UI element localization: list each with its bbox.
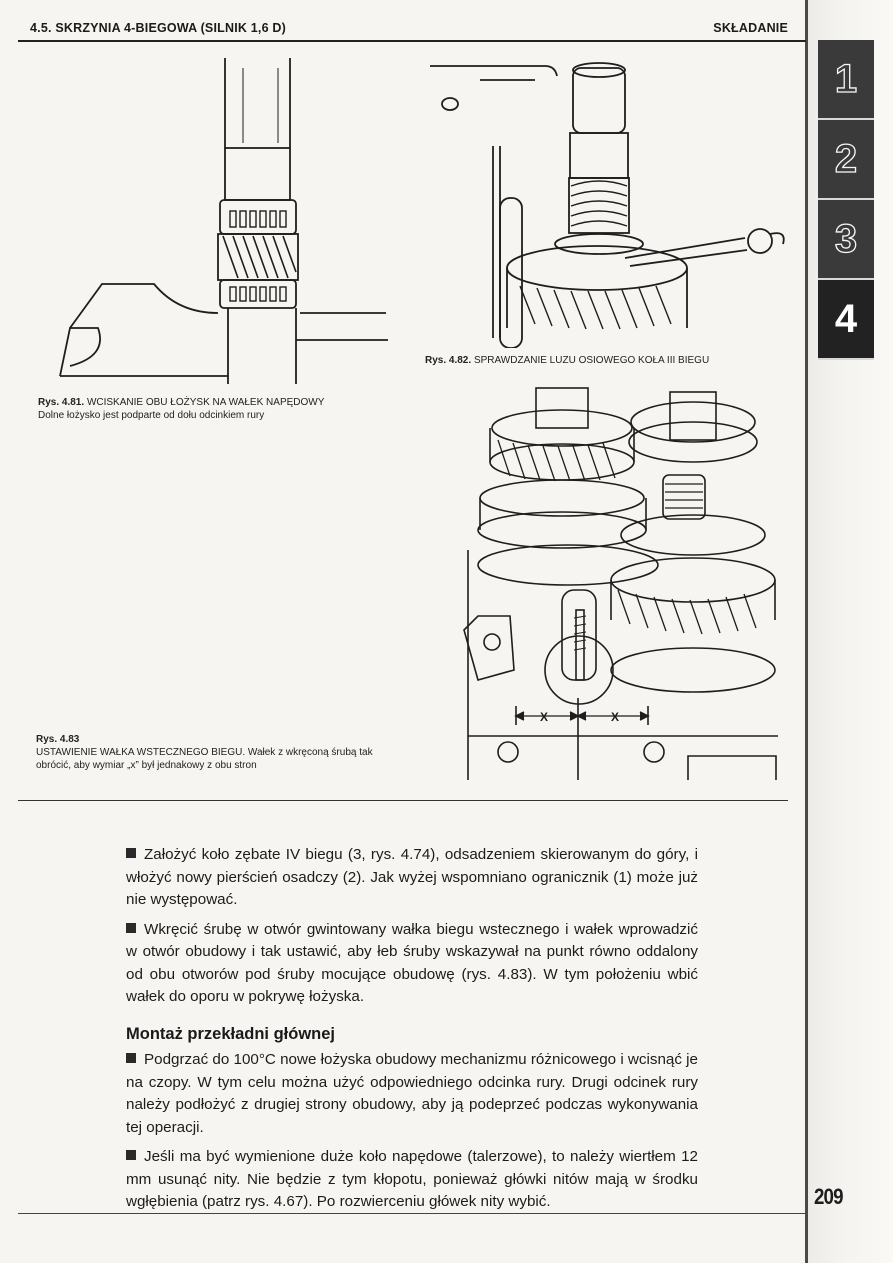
chapter-tab-label: 2 (834, 136, 858, 181)
square-bullet-icon (126, 1053, 136, 1063)
square-bullet-icon (126, 1150, 136, 1160)
paragraph (126, 919, 698, 1009)
footer-rule (18, 1213, 806, 1214)
figure-4-81-drawing (38, 58, 398, 388)
figure-number: Rys. 4.82. (425, 355, 472, 366)
figure-4-81-caption (38, 396, 398, 422)
chapter-tab-1[interactable] (818, 40, 874, 120)
figure-separator-rule (18, 800, 788, 801)
figure-number: Rys. 4.81. (38, 397, 85, 408)
figure-title: SPRAWDZANIE LUZU OSIOWEGO KOŁA III BIEGU (473, 355, 710, 366)
figure-number: Rys. 4.83 (36, 734, 80, 745)
figure-4-82-caption (425, 354, 795, 367)
figure-4-82-drawing (425, 58, 795, 348)
square-bullet-icon (126, 923, 136, 933)
paragraph (126, 1049, 698, 1139)
paragraph (126, 844, 698, 912)
figure-4-83-caption (36, 733, 456, 772)
chapter-tab-2[interactable] (818, 120, 874, 200)
paragraph-text: Podgrzać do 100°C nowe łożyska obudowy mechanizmu różnicowego i wcisnąć je na czopy. W tym celu można użyć odpowiedniego odcinka rury. Drugi odcinek rury należy podłożyć z drugiej strony obudowy, aby ją podeprzeć podczas wykonywania tej operacji. (126, 1051, 698, 1136)
paragraph (126, 1146, 698, 1214)
body-text (126, 844, 698, 1221)
section-title: 4.5. SKRZYNIA 4-BIEGOWA (SILNIK 1,6 D) (30, 21, 287, 35)
figure-4-83-drawing (458, 380, 788, 785)
page-header (18, 18, 804, 38)
chapter-tab-3[interactable] (818, 200, 874, 280)
chapter-tab-label: 1 (834, 56, 858, 101)
section-heading: Montaż przekładni głównej (126, 1024, 336, 1043)
figure-subtitle-2: obrócić, aby wymiar „x” był jednakowy z obu stron (36, 760, 257, 771)
page-number: 209 (814, 1184, 843, 1209)
chapter-title: SKŁADANIE (713, 21, 788, 35)
header-rule (18, 40, 806, 42)
paragraph-text: Wkręcić śrubę w otwór gwintowany wałka biegu wstecznego i wałek wprowadzić w otwór obudowy i tak ustawić, aby łeb śruby wskazywał na punkt równo oddalony od obu otworów pod śruby mocujące obudowę (rys. 4.83). W tym położeniu wbić wałek do oporu w pokrywę łożyska. (126, 920, 698, 1005)
chapter-tab-label: 4 (834, 296, 858, 341)
figure-subtitle-1: Wałek z wkręconą śrubą tak (247, 747, 373, 758)
paragraph-text: Jeśli ma być wymienione duże koło napędowe (talerzowe), to należy wiertłem 12 mm usunąć nity. Nie będzie z tym kłopotu, ponieważ główki nitów mają w środku wgłębienia (patrz rys. 4.67). Po rozwierceniu główek nity wybić. (126, 1148, 698, 1210)
figure-subtitle: Dolne łożysko jest podparte od dołu odcinkiem rury (38, 410, 265, 421)
dimension-x-left: X (540, 710, 549, 724)
paragraph-text: Założyć koło zębate IV biegu (3, rys. 4.74), odsadzeniem skierowanym do góry, i włożyć nowy pierścień osadczy (2). Jak wyżej wspomniano ogranicznik (1) może już nie występować. (126, 846, 698, 908)
page-edge (805, 0, 808, 1263)
chapter-tab-label: 3 (834, 216, 858, 261)
figure-title: USTAWIENIE WAŁKA WSTECZNEGO BIEGU. (36, 747, 246, 758)
chapter-tab-4[interactable] (818, 280, 874, 360)
square-bullet-icon (126, 848, 136, 858)
figure-title: WCISKANIE OBU ŁOŻYSK NA WAŁEK NAPĘDOWY (86, 397, 325, 408)
dimension-x-right: X (611, 710, 620, 724)
